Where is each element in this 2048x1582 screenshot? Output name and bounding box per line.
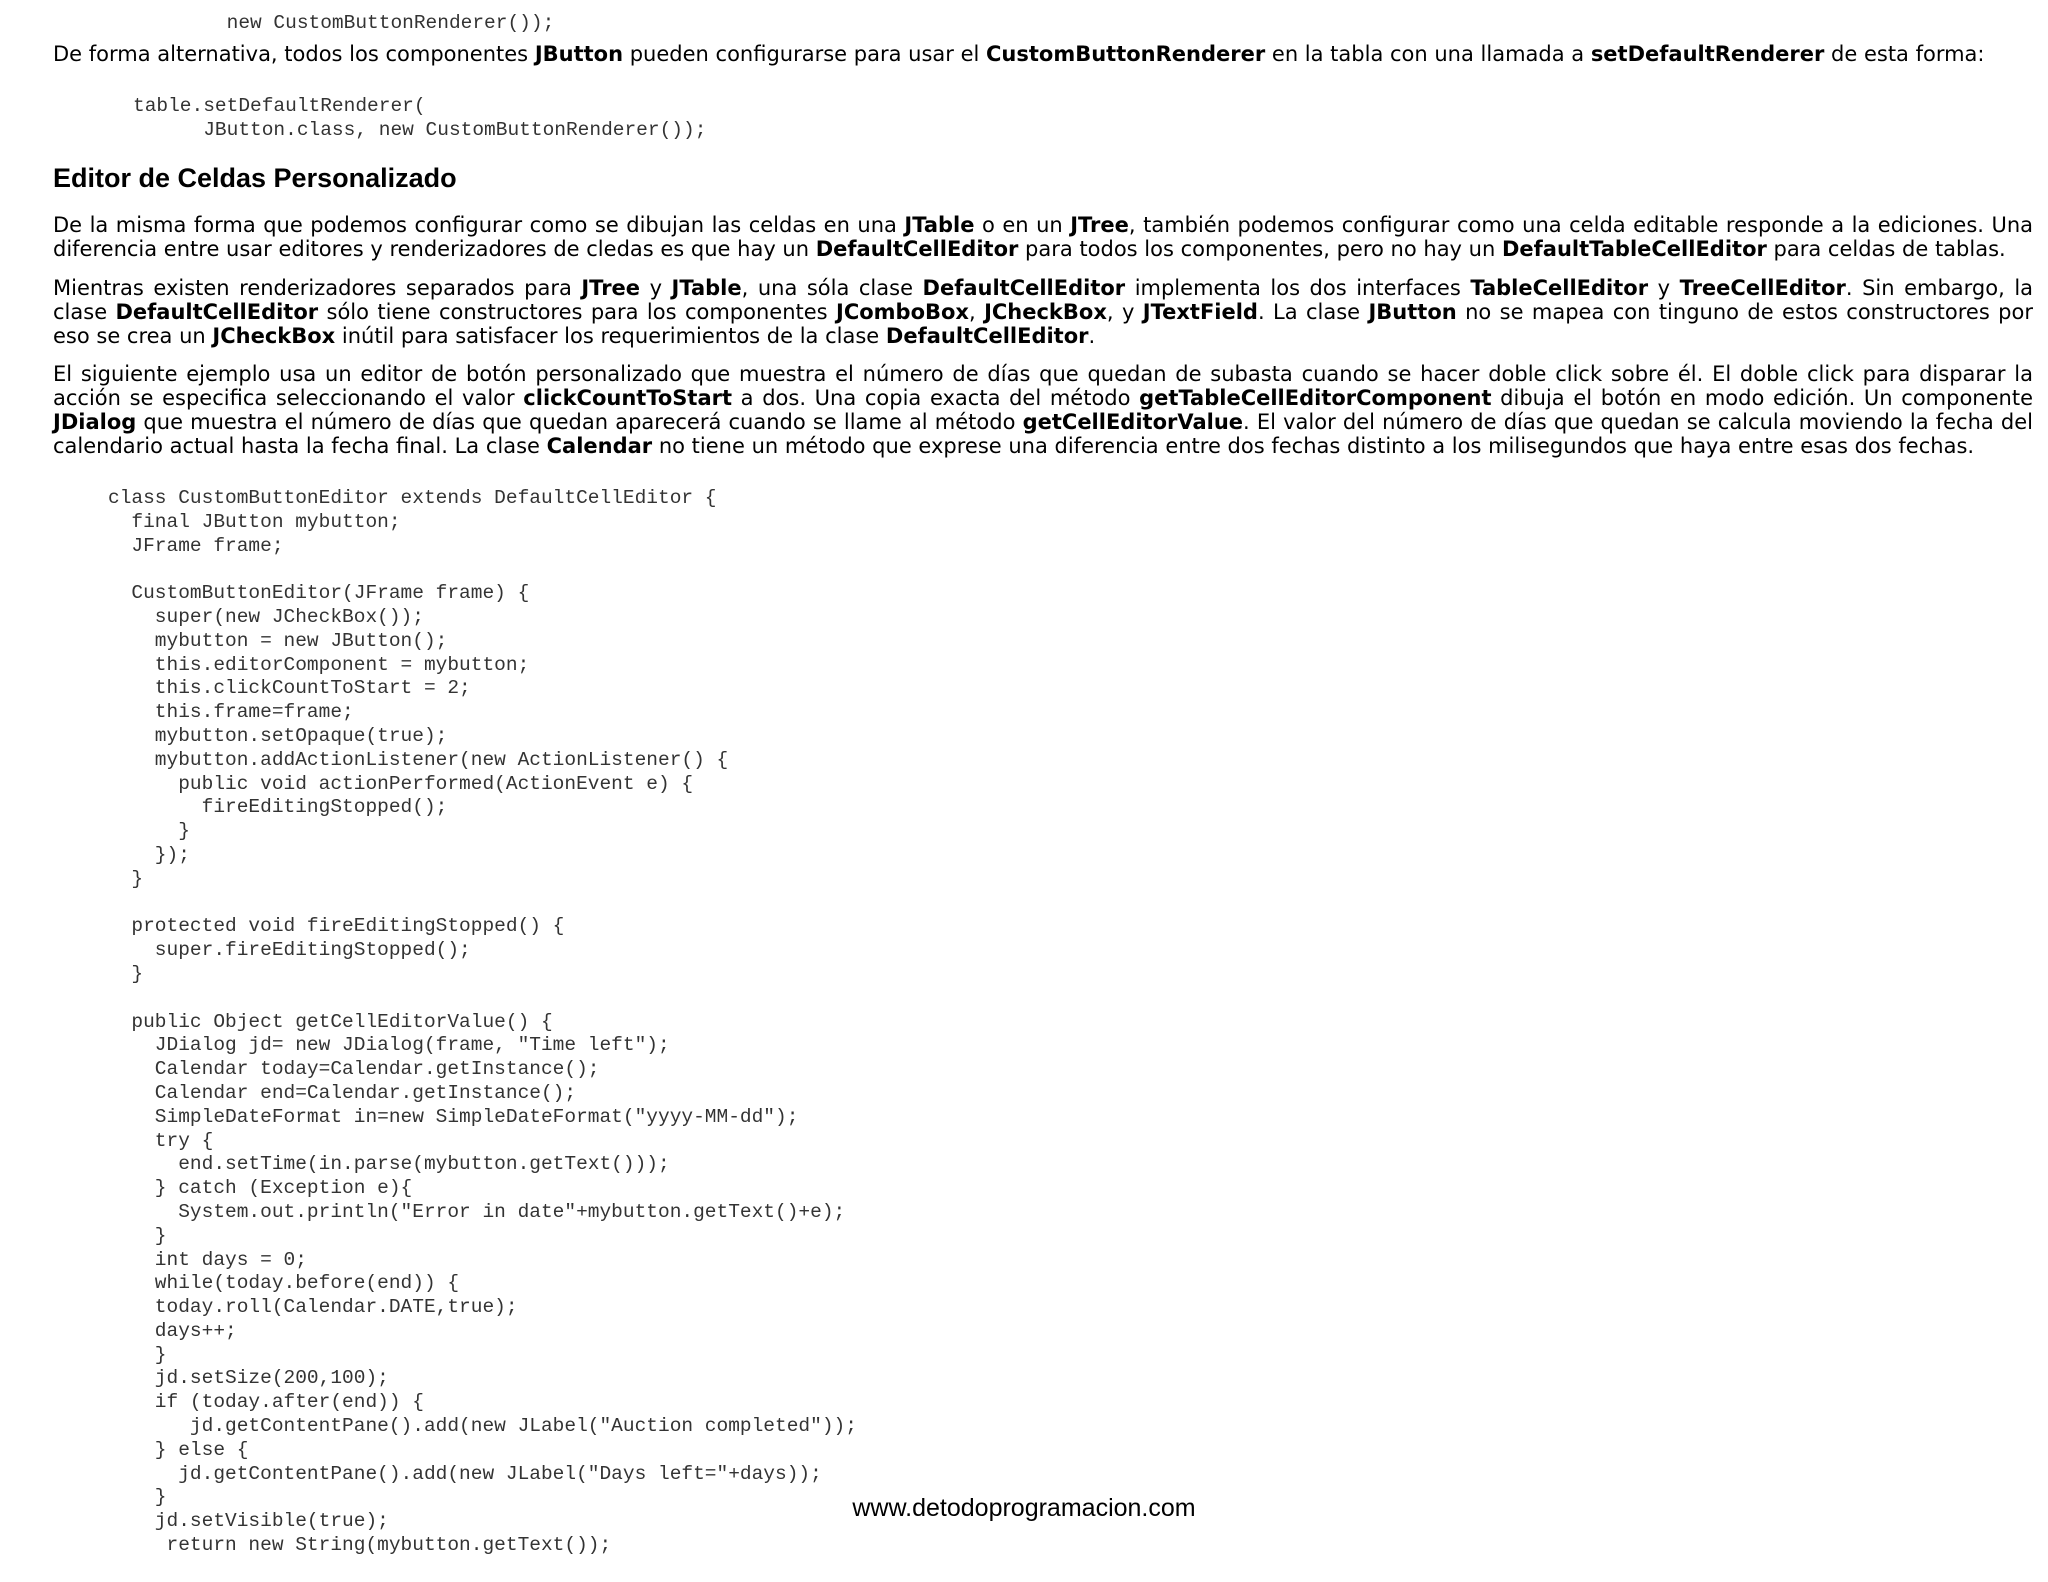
bold-term: Calendar — [546, 434, 653, 458]
code-listing-custom-button-editor: class CustomButtonEditor extends DefaultCellEditor { final JButton mybutton; JFrame frame; CustomButtonEditor(JFrame frame) { super(new JCheckBox()); mybutton = new JButton(); this.editorComponent = mybutton; this.clickCountToStart = 2; this.frame=frame; mybutton.setOpaque(true); mybutton.addActionListener(new ActionListener() { public void actionPerformed(ActionEvent e) { fireEditingStopped(); } }); } protected void fireEditingStopped() { super.fireEditingStopped(); } public Object getCellEditorValue() { JDialog jd= new JDialog(frame, "Time left"); Calendar today=Calendar.getInstance(); Calendar end=Calendar.getInstance(); SimpleDateFormat in=new SimpleDateFormat("yyyy-MM-dd"); try { end.setTime(in.parse(mybutton.getText())); } catch (Exception e){ System.out.println("Error in date"+mybutton.getText()+e); } int days = 0; while(today.before(end)) { today.roll(Calendar.DATE,true); days++; } jd.setSize(200,100); if (today.after(end)) { jd.getContentPane().add(new JLabel("Auction completed")); } else { jd.getContentPane().add(new JLabel("Days left="+days)); } jd.setVisible(true); return new String(mybutton.getText()); — [108, 487, 857, 1557]
bold-term: getTableCellEditorComponent — [1139, 386, 1492, 410]
text-run: de esta forma: — [1824, 42, 1985, 66]
text-run: sólo tiene constructores para los componentes — [318, 300, 836, 324]
bold-term: JCheckBox — [212, 324, 336, 348]
text-run: , una sóla clase — [741, 276, 923, 300]
section-heading: Editor de Celdas Personalizado — [53, 163, 457, 193]
bold-term: TreeCellEditor — [1679, 276, 1846, 300]
bold-term: DefaultTableCellEditor — [1501, 237, 1767, 261]
bold-term: TableCellEditor — [1470, 276, 1649, 300]
bold-term: JTable — [671, 276, 742, 300]
text-run: implementa los dos interfaces — [1125, 276, 1471, 300]
text-run: De forma alternativa, todos los componentes — [53, 42, 535, 66]
text-run: , — [968, 300, 985, 324]
text-run: inútil para satisfacer los requerimientos de la clase — [335, 324, 886, 348]
text-run: . — [1088, 324, 1096, 348]
bold-term: JTable — [904, 213, 975, 237]
paragraph-cell-editor-intro — [53, 213, 2033, 261]
text-run: , y — [1106, 300, 1143, 324]
code-snippet-set-default-renderer: table.setDefaultRenderer( JButton.class, new CustomButtonRenderer()); — [133, 95, 707, 141]
bold-term: setDefaultRenderer — [1590, 42, 1825, 66]
bold-term: DefaultCellEditor — [885, 324, 1089, 348]
text-run: a dos. Una copia exacta del método — [732, 386, 1140, 410]
text-run: , también podemos configurar como una celda editable responde a la ediciones. Una diferencia entre usar editores y renderizadores de cledas es que hay un — [53, 213, 2034, 261]
bold-term: DefaultCellEditor — [815, 237, 1019, 261]
bold-term: JComboBox — [836, 300, 969, 324]
code-snippet-top: new CustomButtonRenderer()); — [133, 12, 555, 34]
text-run: en la tabla con una llamada a — [1265, 42, 1591, 66]
text-run: Mientras existen renderizadores separados para — [53, 276, 582, 300]
text-run: . El valor del número de días que quedan se calcula moviendo la fecha del calendario actual hasta la fecha final. La clase — [53, 410, 2033, 458]
text-run: para celdas de tablas. — [1766, 237, 2006, 261]
bold-term: clickCountToStart — [523, 386, 733, 410]
text-run: y — [1648, 276, 1680, 300]
paragraph-default-cell-editor — [53, 276, 2033, 348]
paragraph-alternative — [53, 42, 2033, 66]
text-run: dibuja el botón en modo edición. Un componente — [1491, 386, 2033, 410]
text-run: para todos los componentes, pero no hay un — [1018, 237, 1502, 261]
bold-term: JButton — [534, 42, 624, 66]
bold-term: DefaultCellEditor — [922, 276, 1126, 300]
bold-term: JDialog — [53, 410, 137, 434]
text-run: no se mapea con tinguno de estos constructores por eso se crea un — [53, 300, 2033, 348]
text-run: El siguiente ejemplo usa un editor de botón personalizado que muestra el número de días que quedan de subasta cuando se hacer doble click sobre él. El doble click para disparar la acción se especifica seleccionando el valor — [53, 362, 2033, 410]
text-run: y — [640, 276, 672, 300]
bold-term: JTextField — [1142, 300, 1258, 324]
bold-term: JTree — [1070, 213, 1129, 237]
bold-term: getCellEditorValue — [1022, 410, 1244, 434]
bold-term: JCheckBox — [984, 300, 1107, 324]
text-run: pueden configurarse para usar el — [623, 42, 986, 66]
footer-website-url: www.detodoprogramacion.com — [852, 1494, 1196, 1522]
paragraph-custom-button-editor — [53, 362, 2033, 458]
bold-term: DefaultCellEditor — [115, 300, 319, 324]
bold-term: JButton — [1368, 300, 1457, 324]
text-run: no tiene un método que exprese una diferencia entre dos fechas distinto a los milisegundos que haya entre esas dos fechas. — [652, 434, 1975, 458]
bold-term: CustomButtonRenderer — [986, 42, 1266, 66]
text-run: . La clase — [1257, 300, 1369, 324]
bold-term: JTree — [581, 276, 641, 300]
text-run: que muestra el número de días que quedan aparecerá cuando se llame al método — [136, 410, 1023, 434]
text-run: . Sin embargo, la clase — [53, 276, 2034, 324]
text-run: De la misma forma que podemos configurar como se dibujan las celdas en una — [53, 213, 905, 237]
text-run: o en un — [974, 213, 1071, 237]
